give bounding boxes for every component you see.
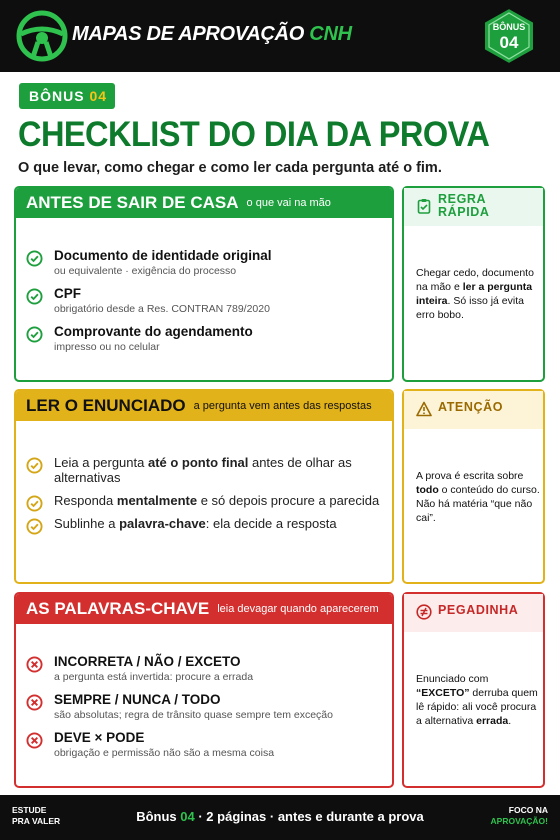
item-subtitle: a pergunta está invertida: procure a errada	[54, 671, 254, 683]
side-card-body: Enunciado com “EXCETO” derruba quem lê rápido: ali você procura a alternativa errada.	[416, 673, 538, 727]
clipboard-check-icon	[416, 198, 432, 214]
steering-wheel-icon	[16, 10, 68, 62]
item-title: CPF	[54, 286, 81, 301]
section-header	[16, 188, 392, 218]
side-card-body: A prova é escrita sobre todo o conteúdo do curso. Não há matéria “que não cai”.	[416, 470, 540, 524]
section-card-keywords	[14, 592, 394, 788]
checklist-item	[26, 692, 382, 722]
hex-bonus-number: 04	[499, 33, 519, 52]
badge-label: BÔNUS	[29, 88, 85, 104]
side-card-title: ATENÇÃO	[438, 400, 504, 414]
footer-center-text: Bônus 04 · 2 páginas · antes e durante a prova	[136, 809, 424, 824]
brand-main: MAPAS DE APROVAÇÃO	[72, 23, 305, 45]
warning-triangle-icon	[416, 401, 432, 417]
check-circle-icon	[26, 250, 43, 267]
checklist-item	[26, 286, 382, 316]
hex-bonus-label: BÔNUS	[492, 22, 526, 32]
section-subheading: a pergunta vem antes das respostas	[193, 400, 372, 412]
section-header	[16, 391, 392, 421]
check-circle-icon	[26, 288, 43, 305]
checklist-item	[26, 516, 382, 531]
item-text: Leia a pergunta até o ponto final antes de olhar as alternativas	[54, 455, 352, 485]
section-heading: AS PALAVRAS-CHAVE	[26, 599, 210, 618]
section-heading: LER O ENUNCIADO	[26, 396, 186, 415]
footer-right-text: FOCO NA APROVAÇÃO!	[490, 805, 548, 826]
section-card-read-statement	[14, 389, 394, 584]
checklist-item	[26, 248, 382, 278]
check-circle-icon	[26, 518, 43, 535]
item-title: Documento de identidade original	[54, 248, 272, 263]
x-circle-icon	[26, 732, 43, 749]
header-bar	[0, 0, 560, 72]
not-equal-icon	[416, 604, 432, 620]
section-card-before-leaving	[14, 186, 394, 382]
item-subtitle: são absolutas; regra de trânsito quase sempre tem exceção	[54, 709, 333, 721]
side-card-title: REGRA RÁPIDA	[438, 192, 490, 219]
check-circle-icon	[26, 495, 43, 512]
item-title: DEVE × PODE	[54, 730, 145, 745]
x-circle-icon	[26, 656, 43, 673]
side-card-quick-rule	[402, 186, 545, 382]
x-circle-icon	[26, 694, 43, 711]
item-title: SEMPRE / NUNCA / TODO	[54, 692, 221, 707]
page-subtitle: O que levar, como chegar e como ler cada pergunta até o fim.	[18, 160, 442, 176]
footer-left-text: ESTUDE PRA VALER	[12, 805, 61, 826]
check-circle-icon	[26, 326, 43, 343]
brand-title	[72, 23, 352, 46]
brand-accent: CNH	[309, 23, 352, 45]
section-heading: ANTES DE SAIR DE CASA	[26, 193, 239, 212]
side-card-body: Chegar cedo, documento na mão e ler a pergunta inteira. Só isso já evita erro bobo.	[416, 267, 534, 321]
checklist-item	[26, 455, 382, 485]
item-title: INCORRETA / NÃO / EXCETO	[54, 654, 241, 669]
page-title: CHECKLIST DO DIA DA PROVA	[18, 115, 490, 154]
item-title: Comprovante do agendamento	[54, 324, 253, 339]
checklist-item	[26, 730, 382, 760]
item-subtitle: impresso ou no celular	[54, 341, 160, 353]
checklist-item	[26, 654, 382, 684]
checklist-item	[26, 493, 382, 508]
item-text: Responda mentalmente e só depois procure a parecida	[54, 493, 380, 508]
item-subtitle: obrigação e permissão não são a mesma coisa	[54, 747, 275, 759]
checklist-item	[26, 324, 382, 354]
badge-number: 04	[89, 88, 108, 104]
side-card-attention	[402, 389, 545, 584]
section-header	[16, 594, 392, 624]
side-card-title: PEGADINHA	[438, 603, 519, 617]
side-card-trick	[402, 592, 545, 788]
item-subtitle: ou equivalente · exigência do processo	[54, 265, 237, 277]
section-subheading: o que vai na mão	[246, 197, 331, 209]
item-text: Sublinhe a palavra-chave: ela decide a resposta	[54, 516, 337, 531]
check-circle-icon	[26, 457, 43, 474]
footer-bar	[0, 795, 560, 840]
item-subtitle: obrigatório desde a Res. CONTRAN 789/2020	[54, 303, 270, 315]
bonus-badge	[19, 83, 115, 109]
section-subheading: leia devagar quando aparecerem	[217, 603, 379, 615]
